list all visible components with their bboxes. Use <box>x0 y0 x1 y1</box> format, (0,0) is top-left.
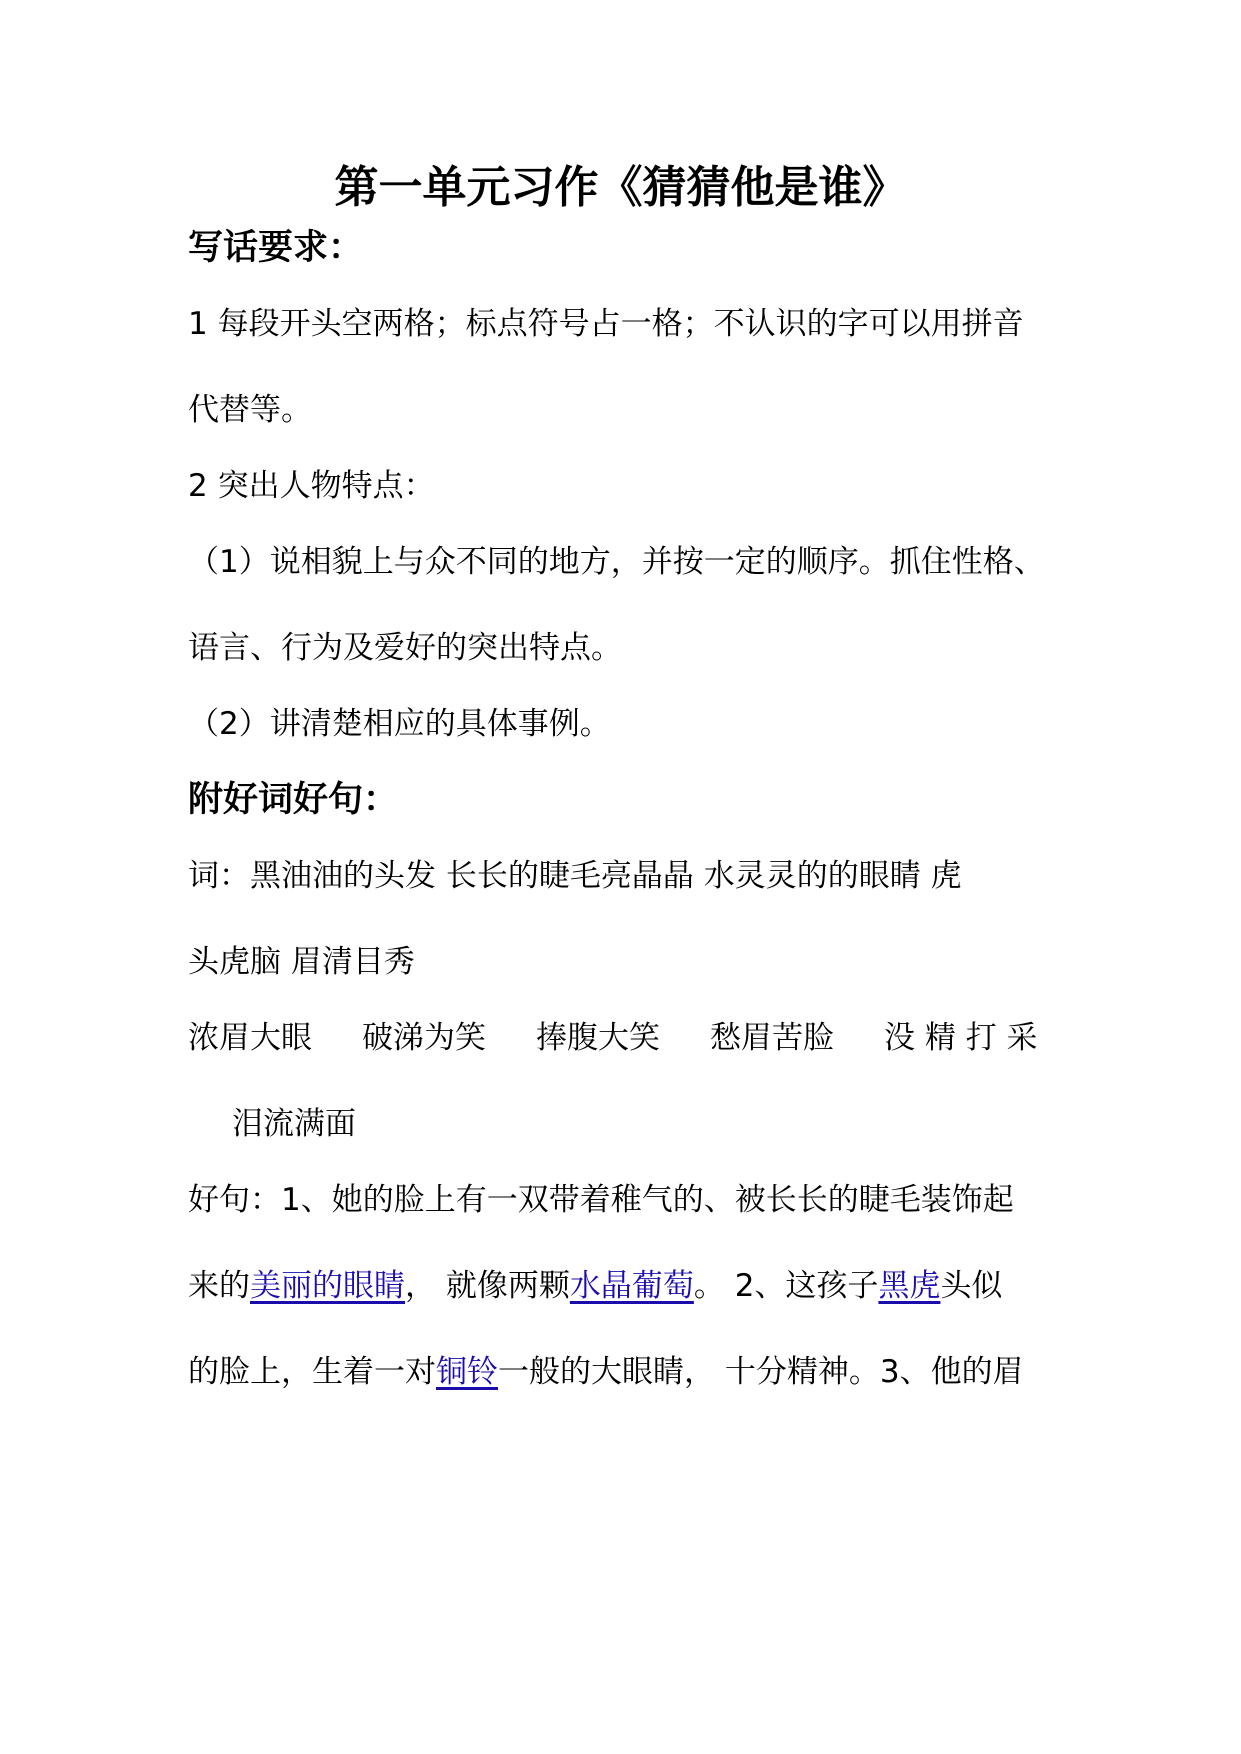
sentence-text: ， 就像两颗 <box>405 1268 570 1304</box>
requirement-item-2: 2 突出人物特点： <box>188 468 435 504</box>
sentences-line-1: 好句：1、她的脸上有一双带着稚气的、被长长的睫毛装饰起 <box>188 1182 1014 1218</box>
requirement-item-1-line-1: 1 每段开头空两格；标点符号占一格；不认识的字可以用拼音 <box>188 306 1024 342</box>
sentence-link-black-tiger[interactable]: 黑虎 <box>878 1268 941 1304</box>
idiom-item: 浓眉大眼 <box>188 1020 312 1056</box>
requirements-heading: 写话要求： <box>188 227 364 268</box>
requirement-item-1-line-2: 代替等。 <box>188 392 312 428</box>
sentence-link-crystal-grapes[interactable]: 水晶葡萄 <box>569 1268 694 1304</box>
sentence-text: 一般的大眼睛， 十分精神。3、他的眉 <box>498 1354 1024 1390</box>
idiom-item: 破涕为笑 <box>362 1020 486 1056</box>
sentence-text: 来的 <box>188 1268 250 1304</box>
sentence-link-beautiful-eyes[interactable]: 美丽的眼睛 <box>250 1268 405 1304</box>
requirement-sub-2: （2）讲清楚相应的具体事例。 <box>188 706 611 742</box>
idiom-item: 没 精 打 采 <box>884 1020 1038 1056</box>
idiom-item: 捧腹大笑 <box>536 1020 660 1056</box>
sentence-link-copper-bell[interactable]: 铜铃 <box>436 1354 498 1390</box>
idiom-last: 泪流满面 <box>232 1106 356 1142</box>
sentences-line-2 <box>188 1266 1002 1306</box>
requirement-sub-1-line-1: （1）说相貌上与众不同的地方，并按一定的顺序。抓住性格、 <box>188 544 1045 580</box>
sentences-line-3 <box>188 1352 1024 1392</box>
page-title: 第一单元习作《猜猜他是谁》 <box>334 162 907 213</box>
sentence-text: 的脸上，生着一对 <box>188 1354 436 1390</box>
words-line-2: 头虎脑 眉清目秀 <box>188 944 415 980</box>
words-line-1: 词：黑油油的头发 长长的睫毛亮晶晶 水灵灵的的眼睛 虎 <box>188 858 962 894</box>
good-words-heading: 附好词好句： <box>188 779 399 820</box>
idiom-item: 愁眉苦脸 <box>710 1020 834 1056</box>
sentence-text: 。 2、这孩子 <box>693 1268 879 1304</box>
sentence-text: 头似 <box>940 1268 1003 1304</box>
requirement-sub-1-line-2: 语言、行为及爱好的突出特点。 <box>188 630 622 666</box>
